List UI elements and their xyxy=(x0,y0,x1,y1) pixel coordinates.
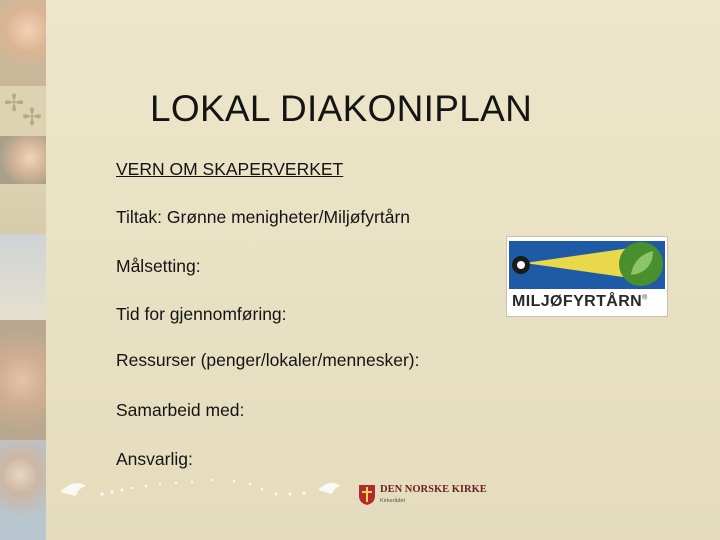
ressurser-line: Ressurser (penger/lokaler/mennesker): xyxy=(116,350,420,370)
church-emblem-icon xyxy=(358,484,376,506)
slide-title: LOKAL DIAKONIPLAN xyxy=(150,88,533,129)
tiltak-line: Tiltak: Grønne menigheter/Miljøfyrtårn xyxy=(116,207,411,227)
samarbeid-line: Samarbeid med: xyxy=(116,400,245,420)
cross-icon: ✢ xyxy=(4,90,25,117)
tid-line: Tid for gjennomføring: xyxy=(116,304,287,324)
church-logo xyxy=(358,484,487,510)
cross-icon: ✢ xyxy=(22,104,43,131)
church-subtitle: Kirkerådet xyxy=(380,498,406,504)
church-name: DEN NORSKE KIRKE xyxy=(380,484,487,495)
malsetting-line: Målsetting: xyxy=(116,256,201,276)
ansvarlig-line: Ansvarlig: xyxy=(116,449,193,469)
section-heading: VERN OM SKAPERVERKET xyxy=(116,159,344,179)
logo-wordmark: MILJØFYRTÅRN® xyxy=(512,293,648,310)
